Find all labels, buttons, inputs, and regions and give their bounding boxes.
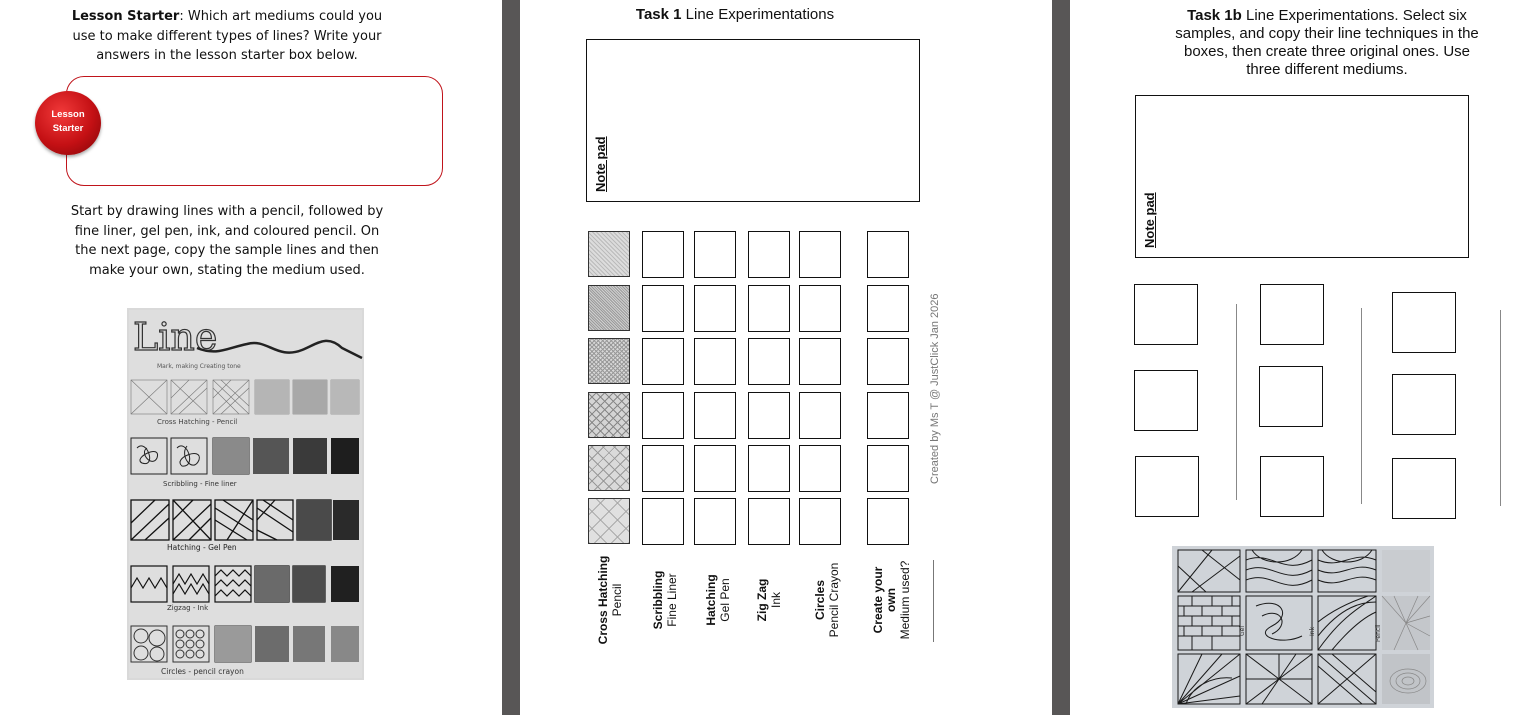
column-label-zig-zag bbox=[755, 579, 783, 622]
photo-row5-label: Circles - pencil crayon bbox=[161, 667, 244, 676]
task1-empty-box[interactable] bbox=[867, 285, 909, 332]
task1b-box-8[interactable] bbox=[1392, 374, 1456, 435]
task1-empty-box[interactable] bbox=[799, 285, 841, 332]
column-label-circles bbox=[813, 563, 841, 638]
task1-empty-box[interactable] bbox=[748, 231, 790, 278]
line-samples-photo bbox=[127, 308, 364, 680]
task1-empty-box[interactable] bbox=[799, 445, 841, 492]
medium-line-2[interactable] bbox=[1361, 308, 1362, 504]
task1-empty-box[interactable] bbox=[748, 445, 790, 492]
column-label-circles-title: Circles bbox=[813, 579, 827, 621]
lesson-starter-badge bbox=[35, 91, 101, 155]
photo-row4-label: Zigzag - Ink bbox=[167, 604, 209, 612]
lesson-starter-answer-box[interactable] bbox=[66, 76, 443, 186]
task1-empty-box[interactable] bbox=[748, 338, 790, 385]
task1-empty-box[interactable] bbox=[642, 285, 684, 332]
page-task1b bbox=[1070, 0, 1516, 715]
task1-notepad[interactable] bbox=[586, 39, 920, 202]
sample-texture-5 bbox=[588, 445, 630, 491]
task1-empty-box[interactable] bbox=[867, 338, 909, 385]
task1-empty-box[interactable] bbox=[867, 498, 909, 545]
task1-empty-box[interactable] bbox=[642, 338, 684, 385]
badge-label-line2: Starter bbox=[52, 123, 84, 134]
column-label-cross-hatching-title: Cross Hatching bbox=[596, 555, 610, 645]
task1-title bbox=[520, 6, 950, 23]
task1-title-bold: Task 1 bbox=[635, 6, 682, 23]
task1-empty-box[interactable] bbox=[748, 498, 790, 545]
sample-texture-3 bbox=[588, 338, 630, 384]
column-label-scribbling-medium: Fine Liner bbox=[665, 573, 679, 627]
task1-empty-box[interactable] bbox=[694, 498, 736, 545]
column-label-zig-zag-title: Zig Zag bbox=[755, 578, 769, 622]
task1-empty-box[interactable] bbox=[694, 392, 736, 439]
task1b-box-9[interactable] bbox=[1392, 458, 1456, 519]
task1b-samples-drawing bbox=[1172, 546, 1434, 708]
task1-title-rest: Line Experimentations bbox=[681, 6, 835, 23]
page-gutter-left bbox=[502, 0, 520, 715]
sample-texture-2 bbox=[588, 285, 630, 331]
line-samples-drawing bbox=[127, 308, 364, 680]
column-label-scribbling-title: Scribbling bbox=[651, 570, 665, 630]
task1b-box-2[interactable] bbox=[1134, 370, 1198, 431]
task1b-title bbox=[1170, 7, 1484, 79]
column-label-scribbling bbox=[651, 571, 679, 630]
task1b-box-7[interactable] bbox=[1392, 292, 1456, 353]
task1-empty-box[interactable] bbox=[748, 285, 790, 332]
task1b-box-4[interactable] bbox=[1260, 284, 1324, 345]
photo-subtitle: Mark, making Creating tone bbox=[157, 363, 241, 370]
column-label-cross-hatching-medium: Pencil bbox=[610, 583, 624, 617]
photo-label-ink: Ink bbox=[1309, 626, 1316, 636]
photo-row3-label: Hatching - Gel Pen bbox=[167, 543, 237, 552]
photo-row1-label: Cross Hatching - Pencil bbox=[157, 418, 238, 426]
task1-empty-box[interactable] bbox=[642, 231, 684, 278]
photo-row2-label: Scribbling - Fine liner bbox=[163, 480, 237, 488]
photo-label-gel: Gel bbox=[1239, 625, 1246, 636]
column-label-hatching-title: Hatching bbox=[704, 574, 718, 626]
task1-empty-box[interactable] bbox=[867, 445, 909, 492]
task1-empty-box[interactable] bbox=[867, 231, 909, 278]
task1-empty-box[interactable] bbox=[694, 338, 736, 385]
task1b-title-rest: Line Experimentations. Select six samples, and copy their line techniques in the boxes, then create three original ones. Use three different mediums. bbox=[1175, 7, 1479, 78]
sample-texture-4 bbox=[588, 392, 630, 438]
task1-empty-box[interactable] bbox=[694, 445, 736, 492]
column-label-circles-medium: Pencil Crayon bbox=[827, 562, 841, 638]
task1-empty-box[interactable] bbox=[799, 392, 841, 439]
instructions-text: Start by drawing lines with a pencil, followed by fine liner, gel pen, ink, and coloured pencil. On the next page, copy the sample lines and then make your own, stating the medium used. bbox=[70, 204, 384, 278]
medium-line-1[interactable] bbox=[1236, 304, 1237, 500]
credit-text: Created by Ms T @ JustClick Jan 2026 bbox=[929, 293, 941, 484]
lesson-starter-prompt bbox=[62, 7, 392, 66]
task1b-title-bold: Task 1b bbox=[1187, 7, 1242, 24]
task1-empty-box[interactable] bbox=[642, 392, 684, 439]
sample-texture-6 bbox=[588, 498, 630, 544]
task1b-box-5[interactable] bbox=[1259, 366, 1323, 427]
task1-empty-box[interactable] bbox=[799, 231, 841, 278]
task1-empty-box[interactable] bbox=[694, 285, 736, 332]
task1-empty-box[interactable] bbox=[748, 392, 790, 439]
column-label-cross-hatching bbox=[596, 556, 624, 645]
photo-label-pencil: Pencil bbox=[1375, 624, 1382, 642]
task1-empty-box[interactable] bbox=[867, 392, 909, 439]
column-label-create-your-own bbox=[872, 560, 912, 640]
task1-empty-box[interactable] bbox=[642, 445, 684, 492]
task1b-notepad-label: Note pad bbox=[1142, 192, 1157, 248]
lesson-starter-question: : Which art mediums could you use to make different types of lines? Write your answers in the lesson starter box below. bbox=[72, 9, 383, 63]
task1-empty-box[interactable] bbox=[799, 498, 841, 545]
task1b-box-3[interactable] bbox=[1135, 456, 1199, 517]
page-gutter-right bbox=[1052, 0, 1070, 715]
column-label-hatching-medium: Gel Pen bbox=[718, 578, 732, 622]
sample-texture-1 bbox=[588, 231, 630, 277]
column-label-zig-zag-medium: Ink bbox=[769, 591, 783, 609]
task1-empty-box[interactable] bbox=[694, 231, 736, 278]
task1b-box-6[interactable] bbox=[1260, 456, 1324, 517]
task1-empty-box[interactable] bbox=[642, 498, 684, 545]
column-label-hatching bbox=[704, 574, 732, 625]
medium-answer-line[interactable] bbox=[933, 560, 934, 642]
badge-label-line1: Lesson bbox=[51, 109, 85, 120]
page-lesson-starter bbox=[0, 0, 502, 715]
page-task1 bbox=[520, 0, 1052, 715]
task1b-box-1[interactable] bbox=[1134, 284, 1198, 345]
task1b-samples-photo bbox=[1172, 546, 1434, 708]
medium-line-3[interactable] bbox=[1500, 310, 1501, 506]
task1-notepad-label: Note pad bbox=[593, 136, 608, 192]
column-label-create-your-own-title: Create your own bbox=[871, 566, 898, 634]
task1-empty-box[interactable] bbox=[799, 338, 841, 385]
task1b-notepad[interactable] bbox=[1135, 95, 1469, 258]
photo-title: Line bbox=[133, 315, 218, 359]
column-label-create-your-own-medium: Medium used? bbox=[898, 560, 912, 640]
lesson-starter-heading: Lesson Starter bbox=[71, 9, 180, 24]
